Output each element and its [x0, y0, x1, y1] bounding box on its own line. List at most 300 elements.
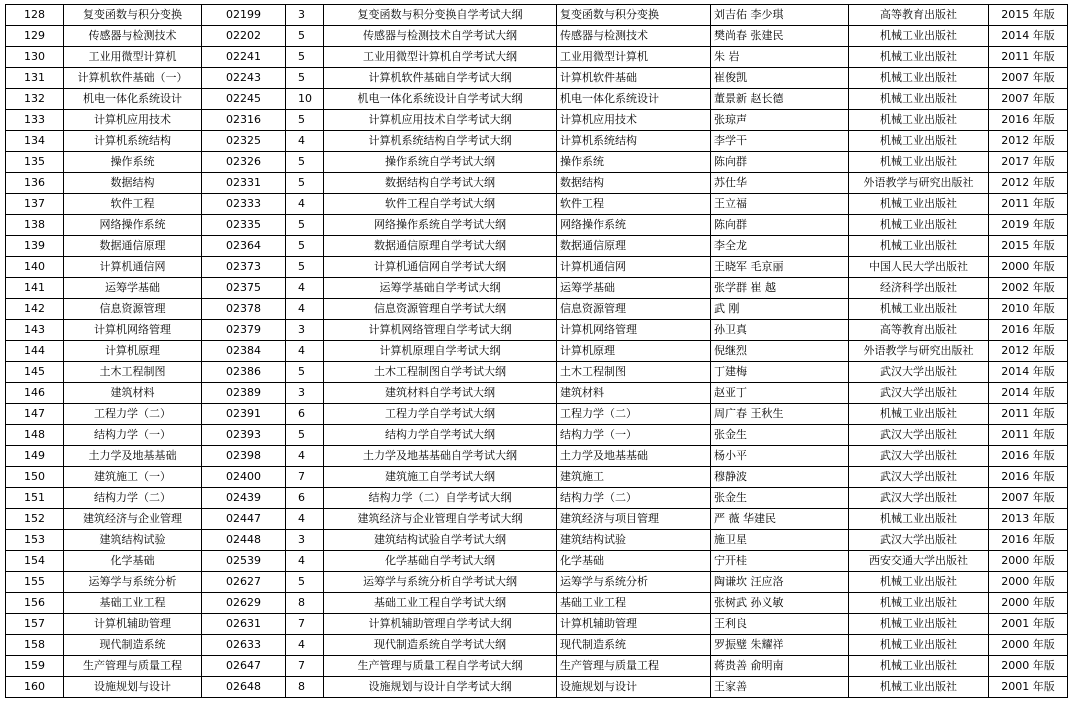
cell-authors: 王家善: [711, 677, 849, 698]
cell-syllabus-name: 建筑材料自学考试大纲: [324, 383, 557, 404]
cell-syllabus-name: 数据结构自学考试大纲: [324, 173, 557, 194]
table-row: [6, 488, 1068, 509]
cell-publisher: 机械工业出版社: [849, 572, 989, 593]
table-row: [6, 656, 1068, 677]
cell-row-number: 159: [6, 656, 64, 677]
cell-publisher: 机械工业出版社: [849, 593, 989, 614]
cell-course-name: 建筑施工（一）: [64, 467, 202, 488]
cell-textbook-title: 工业用微型计算机: [557, 47, 711, 68]
cell-syllabus-name: 操作系统自学考试大纲: [324, 152, 557, 173]
cell-edition: 2016 年版: [989, 530, 1068, 551]
cell-course-code: 02631: [202, 614, 286, 635]
cell-publisher: 武汉大学出版社: [849, 425, 989, 446]
table-row: [6, 425, 1068, 446]
cell-row-number: 134: [6, 131, 64, 152]
cell-course-code: 02384: [202, 341, 286, 362]
table-row: [6, 173, 1068, 194]
cell-textbook-title: 建筑施工: [557, 467, 711, 488]
cell-authors: 孙卫真: [711, 320, 849, 341]
cell-credits: 4: [286, 509, 324, 530]
cell-edition: 2001 年版: [989, 677, 1068, 698]
cell-publisher: 机械工业出版社: [849, 614, 989, 635]
cell-authors: 朱 岩: [711, 47, 849, 68]
cell-authors: 蒋贵善 俞明南: [711, 656, 849, 677]
cell-course-name: 建筑经济与企业管理: [64, 509, 202, 530]
cell-credits: 4: [286, 551, 324, 572]
cell-syllabus-name: 运筹学与系统分析自学考试大纲: [324, 572, 557, 593]
cell-course-name: 计算机系统结构: [64, 131, 202, 152]
cell-publisher: 高等教育出版社: [849, 5, 989, 26]
cell-row-number: 153: [6, 530, 64, 551]
table-row: [6, 47, 1068, 68]
cell-authors: 周广春 王秋生: [711, 404, 849, 425]
cell-authors: 武 刚: [711, 299, 849, 320]
cell-row-number: 151: [6, 488, 64, 509]
cell-publisher: 机械工业出版社: [849, 26, 989, 47]
cell-textbook-title: 结构力学（二）: [557, 488, 711, 509]
cell-edition: 2010 年版: [989, 299, 1068, 320]
cell-course-name: 现代制造系统: [64, 635, 202, 656]
table-row: [6, 278, 1068, 299]
cell-course-code: 02373: [202, 257, 286, 278]
cell-edition: 2002 年版: [989, 278, 1068, 299]
cell-textbook-title: 计算机原理: [557, 341, 711, 362]
table-row: [6, 110, 1068, 131]
cell-syllabus-name: 建筑经济与企业管理自学考试大纲: [324, 509, 557, 530]
cell-syllabus-name: 运筹学基础自学考试大纲: [324, 278, 557, 299]
cell-syllabus-name: 结构力学自学考试大纲: [324, 425, 557, 446]
cell-course-code: 02386: [202, 362, 286, 383]
cell-credits: 4: [286, 635, 324, 656]
cell-publisher: 机械工业出版社: [849, 677, 989, 698]
cell-credits: 4: [286, 194, 324, 215]
cell-publisher: 机械工业出版社: [849, 236, 989, 257]
cell-course-name: 复变函数与积分变换: [64, 5, 202, 26]
cell-syllabus-name: 计算机辅助管理自学考试大纲: [324, 614, 557, 635]
cell-publisher: 武汉大学出版社: [849, 362, 989, 383]
cell-row-number: 136: [6, 173, 64, 194]
cell-course-name: 机电一体化系统设计: [64, 89, 202, 110]
cell-course-name: 设施规划与设计: [64, 677, 202, 698]
cell-course-code: 02316: [202, 110, 286, 131]
cell-authors: 丁建梅: [711, 362, 849, 383]
cell-edition: 2014 年版: [989, 383, 1068, 404]
cell-authors: 施卫星: [711, 530, 849, 551]
cell-course-name: 工业用微型计算机: [64, 47, 202, 68]
cell-syllabus-name: 结构力学（二）自学考试大纲: [324, 488, 557, 509]
cell-textbook-title: 机电一体化系统设计: [557, 89, 711, 110]
cell-publisher: 机械工业出版社: [849, 47, 989, 68]
cell-credits: 5: [286, 236, 324, 257]
cell-publisher: 西安交通大学出版社: [849, 551, 989, 572]
cell-credits: 4: [286, 278, 324, 299]
table-row: [6, 362, 1068, 383]
cell-syllabus-name: 信息资源管理自学考试大纲: [324, 299, 557, 320]
cell-edition: 2016 年版: [989, 467, 1068, 488]
cell-authors: 宁开桂: [711, 551, 849, 572]
cell-credits: 3: [286, 5, 324, 26]
cell-textbook-title: 数据通信原理: [557, 236, 711, 257]
cell-syllabus-name: 基础工业工程自学考试大纲: [324, 593, 557, 614]
cell-row-number: 140: [6, 257, 64, 278]
cell-publisher: 机械工业出版社: [849, 299, 989, 320]
cell-row-number: 147: [6, 404, 64, 425]
cell-credits: 7: [286, 656, 324, 677]
cell-syllabus-name: 计算机通信网自学考试大纲: [324, 257, 557, 278]
cell-row-number: 154: [6, 551, 64, 572]
cell-edition: 2015 年版: [989, 5, 1068, 26]
cell-course-name: 建筑材料: [64, 383, 202, 404]
cell-syllabus-name: 计算机系统结构自学考试大纲: [324, 131, 557, 152]
cell-credits: 4: [286, 131, 324, 152]
cell-publisher: 中国人民大学出版社: [849, 257, 989, 278]
cell-syllabus-name: 传感器与检测技术自学考试大纲: [324, 26, 557, 47]
cell-course-name: 土力学及地基基础: [64, 446, 202, 467]
cell-course-name: 运筹学与系统分析: [64, 572, 202, 593]
cell-edition: 2007 年版: [989, 68, 1068, 89]
cell-credits: 5: [286, 362, 324, 383]
cell-course-code: 02647: [202, 656, 286, 677]
cell-authors: 王立福: [711, 194, 849, 215]
cell-publisher: 机械工业出版社: [849, 404, 989, 425]
table-body: [6, 5, 1068, 698]
cell-edition: 2000 年版: [989, 551, 1068, 572]
cell-textbook-title: 计算机辅助管理: [557, 614, 711, 635]
course-table: [5, 4, 1068, 698]
cell-authors: 罗振璧 朱耀祥: [711, 635, 849, 656]
cell-syllabus-name: 数据通信原理自学考试大纲: [324, 236, 557, 257]
cell-textbook-title: 工程力学（二）: [557, 404, 711, 425]
cell-authors: 倪继烈: [711, 341, 849, 362]
cell-credits: 6: [286, 404, 324, 425]
cell-course-name: 计算机应用技术: [64, 110, 202, 131]
cell-course-code: 02633: [202, 635, 286, 656]
cell-publisher: 武汉大学出版社: [849, 467, 989, 488]
cell-edition: 2014 年版: [989, 26, 1068, 47]
table-row: [6, 236, 1068, 257]
cell-syllabus-name: 机电一体化系统设计自学考试大纲: [324, 89, 557, 110]
cell-publisher: 机械工业出版社: [849, 110, 989, 131]
cell-textbook-title: 基础工业工程: [557, 593, 711, 614]
cell-row-number: 133: [6, 110, 64, 131]
cell-credits: 5: [286, 173, 324, 194]
cell-credits: 5: [286, 425, 324, 446]
cell-credits: 7: [286, 467, 324, 488]
cell-credits: 5: [286, 152, 324, 173]
cell-edition: 2014 年版: [989, 362, 1068, 383]
cell-course-name: 信息资源管理: [64, 299, 202, 320]
cell-row-number: 152: [6, 509, 64, 530]
cell-credits: 5: [286, 257, 324, 278]
table-row: [6, 635, 1068, 656]
table-row: [6, 26, 1068, 47]
table-row: [6, 131, 1068, 152]
table-row: [6, 551, 1068, 572]
cell-course-name: 计算机辅助管理: [64, 614, 202, 635]
cell-textbook-title: 计算机通信网: [557, 257, 711, 278]
cell-authors: 刘吉佑 李少琪: [711, 5, 849, 26]
cell-credits: 5: [286, 215, 324, 236]
table-row: [6, 299, 1068, 320]
cell-course-name: 运筹学基础: [64, 278, 202, 299]
cell-course-code: 02364: [202, 236, 286, 257]
cell-syllabus-name: 计算机软件基础自学考试大纲: [324, 68, 557, 89]
cell-course-code: 02326: [202, 152, 286, 173]
cell-textbook-title: 建筑结构试验: [557, 530, 711, 551]
cell-course-name: 数据通信原理: [64, 236, 202, 257]
cell-course-name: 计算机网络管理: [64, 320, 202, 341]
cell-authors: 张学群 崔 越: [711, 278, 849, 299]
cell-publisher: 武汉大学出版社: [849, 530, 989, 551]
cell-syllabus-name: 计算机网络管理自学考试大纲: [324, 320, 557, 341]
cell-authors: 穆静波: [711, 467, 849, 488]
cell-course-code: 02241: [202, 47, 286, 68]
cell-publisher: 武汉大学出版社: [849, 383, 989, 404]
cell-syllabus-name: 建筑结构试验自学考试大纲: [324, 530, 557, 551]
cell-row-number: 129: [6, 26, 64, 47]
cell-course-code: 02629: [202, 593, 286, 614]
cell-course-code: 02400: [202, 467, 286, 488]
cell-syllabus-name: 土力学及地基基础自学考试大纲: [324, 446, 557, 467]
cell-row-number: 144: [6, 341, 64, 362]
cell-row-number: 146: [6, 383, 64, 404]
table-row: [6, 383, 1068, 404]
cell-publisher: 机械工业出版社: [849, 215, 989, 236]
cell-credits: 5: [286, 68, 324, 89]
table-row: [6, 257, 1068, 278]
cell-publisher: 机械工业出版社: [849, 656, 989, 677]
cell-authors: 张琼声: [711, 110, 849, 131]
cell-row-number: 158: [6, 635, 64, 656]
cell-course-code: 02245: [202, 89, 286, 110]
cell-syllabus-name: 设施规划与设计自学考试大纲: [324, 677, 557, 698]
table-row: [6, 152, 1068, 173]
cell-authors: 樊尚春 张建民: [711, 26, 849, 47]
table-row: [6, 677, 1068, 698]
table-row: [6, 320, 1068, 341]
cell-textbook-title: 软件工程: [557, 194, 711, 215]
cell-credits: 6: [286, 488, 324, 509]
cell-credits: 5: [286, 26, 324, 47]
cell-row-number: 138: [6, 215, 64, 236]
cell-course-name: 网络操作系统: [64, 215, 202, 236]
cell-publisher: 外语教学与研究出版社: [849, 341, 989, 362]
cell-edition: 2000 年版: [989, 635, 1068, 656]
cell-publisher: 机械工业出版社: [849, 68, 989, 89]
cell-course-name: 数据结构: [64, 173, 202, 194]
table-row: [6, 593, 1068, 614]
cell-edition: 2011 年版: [989, 425, 1068, 446]
cell-course-code: 02331: [202, 173, 286, 194]
cell-edition: 2007 年版: [989, 488, 1068, 509]
cell-syllabus-name: 工业用微型计算机自学考试大纲: [324, 47, 557, 68]
cell-credits: 3: [286, 320, 324, 341]
cell-publisher: 经济科学出版社: [849, 278, 989, 299]
cell-row-number: 143: [6, 320, 64, 341]
cell-textbook-title: 计算机应用技术: [557, 110, 711, 131]
cell-edition: 2016 年版: [989, 110, 1068, 131]
cell-row-number: 145: [6, 362, 64, 383]
cell-credits: 5: [286, 110, 324, 131]
cell-course-name: 操作系统: [64, 152, 202, 173]
cell-course-code: 02447: [202, 509, 286, 530]
cell-publisher: 武汉大学出版社: [849, 488, 989, 509]
cell-credits: 4: [286, 446, 324, 467]
cell-authors: 王晓军 毛京丽: [711, 257, 849, 278]
cell-authors: 王利良: [711, 614, 849, 635]
cell-edition: 2007 年版: [989, 89, 1068, 110]
cell-publisher: 机械工业出版社: [849, 194, 989, 215]
cell-row-number: 131: [6, 68, 64, 89]
cell-row-number: 141: [6, 278, 64, 299]
table-row: [6, 68, 1068, 89]
cell-course-code: 02243: [202, 68, 286, 89]
cell-textbook-title: 土力学及地基基础: [557, 446, 711, 467]
cell-textbook-title: 传感器与检测技术: [557, 26, 711, 47]
cell-course-code: 02379: [202, 320, 286, 341]
cell-textbook-title: 复变函数与积分变换: [557, 5, 711, 26]
cell-publisher: 机械工业出版社: [849, 152, 989, 173]
cell-syllabus-name: 软件工程自学考试大纲: [324, 194, 557, 215]
cell-authors: 张金生: [711, 488, 849, 509]
cell-textbook-title: 数据结构: [557, 173, 711, 194]
cell-course-code: 02378: [202, 299, 286, 320]
cell-textbook-title: 计算机网络管理: [557, 320, 711, 341]
cell-course-name: 基础工业工程: [64, 593, 202, 614]
table-row: [6, 446, 1068, 467]
table-row: [6, 572, 1068, 593]
cell-publisher: 机械工业出版社: [849, 131, 989, 152]
cell-edition: 2001 年版: [989, 614, 1068, 635]
cell-publisher: 机械工业出版社: [849, 635, 989, 656]
cell-course-code: 02333: [202, 194, 286, 215]
cell-row-number: 155: [6, 572, 64, 593]
cell-authors: 陶谦坎 汪应洛: [711, 572, 849, 593]
cell-syllabus-name: 网络操作系统自学考试大纲: [324, 215, 557, 236]
cell-edition: 2011 年版: [989, 194, 1068, 215]
cell-syllabus-name: 工程力学自学考试大纲: [324, 404, 557, 425]
cell-textbook-title: 网络操作系统: [557, 215, 711, 236]
cell-course-name: 结构力学（一）: [64, 425, 202, 446]
table-row: [6, 5, 1068, 26]
cell-textbook-title: 操作系统: [557, 152, 711, 173]
cell-row-number: 148: [6, 425, 64, 446]
cell-course-code: 02325: [202, 131, 286, 152]
cell-textbook-title: 生产管理与质量工程: [557, 656, 711, 677]
cell-edition: 2012 年版: [989, 173, 1068, 194]
cell-textbook-title: 化学基础: [557, 551, 711, 572]
cell-course-code: 02648: [202, 677, 286, 698]
cell-publisher: 武汉大学出版社: [849, 446, 989, 467]
cell-course-code: 02375: [202, 278, 286, 299]
table-row: [6, 530, 1068, 551]
cell-course-name: 结构力学（二）: [64, 488, 202, 509]
cell-course-name: 化学基础: [64, 551, 202, 572]
cell-textbook-title: 建筑经济与项目管理: [557, 509, 711, 530]
cell-course-name: 工程力学（二）: [64, 404, 202, 425]
cell-textbook-title: 运筹学基础: [557, 278, 711, 299]
cell-authors: 张树武 孙义敏: [711, 593, 849, 614]
cell-credits: 10: [286, 89, 324, 110]
cell-row-number: 132: [6, 89, 64, 110]
cell-credits: 5: [286, 47, 324, 68]
cell-course-name: 土木工程制图: [64, 362, 202, 383]
table-row: [6, 341, 1068, 362]
cell-syllabus-name: 化学基础自学考试大纲: [324, 551, 557, 572]
cell-authors: 李学干: [711, 131, 849, 152]
cell-course-name: 软件工程: [64, 194, 202, 215]
cell-course-code: 02393: [202, 425, 286, 446]
cell-publisher: 外语教学与研究出版社: [849, 173, 989, 194]
cell-authors: 杨小平: [711, 446, 849, 467]
cell-row-number: 130: [6, 47, 64, 68]
cell-edition: 2019 年版: [989, 215, 1068, 236]
cell-textbook-title: 运筹学与系统分析: [557, 572, 711, 593]
cell-row-number: 160: [6, 677, 64, 698]
cell-edition: 2015 年版: [989, 236, 1068, 257]
cell-edition: 2013 年版: [989, 509, 1068, 530]
cell-row-number: 135: [6, 152, 64, 173]
table-row: [6, 509, 1068, 530]
cell-row-number: 156: [6, 593, 64, 614]
cell-edition: 2011 年版: [989, 404, 1068, 425]
cell-edition: 2012 年版: [989, 131, 1068, 152]
cell-course-name: 建筑结构试验: [64, 530, 202, 551]
cell-textbook-title: 计算机系统结构: [557, 131, 711, 152]
cell-edition: 2012 年版: [989, 341, 1068, 362]
cell-course-code: 02448: [202, 530, 286, 551]
cell-textbook-title: 结构力学（一）: [557, 425, 711, 446]
cell-authors: 严 薇 华建民: [711, 509, 849, 530]
cell-credits: 4: [286, 299, 324, 320]
cell-course-code: 02335: [202, 215, 286, 236]
cell-edition: 2000 年版: [989, 257, 1068, 278]
cell-credits: 3: [286, 530, 324, 551]
cell-textbook-title: 现代制造系统: [557, 635, 711, 656]
cell-authors: 李全龙: [711, 236, 849, 257]
cell-course-code: 02627: [202, 572, 286, 593]
cell-textbook-title: 土木工程制图: [557, 362, 711, 383]
table-row: [6, 89, 1068, 110]
cell-course-name: 计算机通信网: [64, 257, 202, 278]
cell-credits: 7: [286, 614, 324, 635]
cell-row-number: 137: [6, 194, 64, 215]
cell-edition: 2016 年版: [989, 320, 1068, 341]
cell-edition: 2000 年版: [989, 572, 1068, 593]
cell-course-code: 02439: [202, 488, 286, 509]
cell-syllabus-name: 生产管理与质量工程自学考试大纲: [324, 656, 557, 677]
cell-edition: 2000 年版: [989, 656, 1068, 677]
cell-authors: 陈向群: [711, 152, 849, 173]
cell-credits: 5: [286, 572, 324, 593]
cell-course-code: 02202: [202, 26, 286, 47]
cell-edition: 2011 年版: [989, 47, 1068, 68]
cell-course-name: 计算机软件基础（一）: [64, 68, 202, 89]
cell-syllabus-name: 计算机应用技术自学考试大纲: [324, 110, 557, 131]
cell-course-code: 02398: [202, 446, 286, 467]
cell-syllabus-name: 现代制造系统自学考试大纲: [324, 635, 557, 656]
cell-credits: 4: [286, 341, 324, 362]
cell-publisher: 高等教育出版社: [849, 320, 989, 341]
cell-edition: 2000 年版: [989, 593, 1068, 614]
cell-textbook-title: 设施规划与设计: [557, 677, 711, 698]
cell-row-number: 142: [6, 299, 64, 320]
cell-credits: 8: [286, 593, 324, 614]
cell-course-code: 02539: [202, 551, 286, 572]
cell-course-code: 02199: [202, 5, 286, 26]
table-row: [6, 194, 1068, 215]
cell-edition: 2016 年版: [989, 446, 1068, 467]
